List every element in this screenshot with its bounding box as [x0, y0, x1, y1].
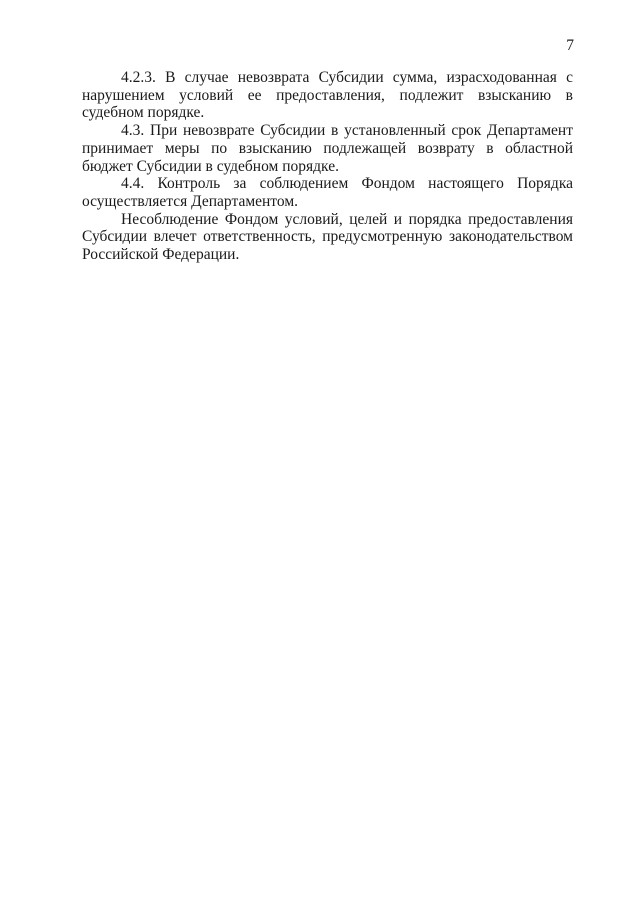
document-body	[82, 69, 573, 264]
paragraph-4-2-3: 4.2.3. В случае невозврата Субсидии сумма, израсходованная с нарушением условий ее предоставления, подлежит взысканию в судебном порядке.	[82, 69, 573, 122]
paragraph-4-4: 4.4. Контроль за соблюдением Фондом настоящего Порядка осуществляется Департаментом.	[82, 175, 573, 210]
paragraph-liability: Несоблюдение Фондом условий, целей и порядка предоставления Субсидии влечет ответственность, предусмотренную законодательством Российской Федерации.	[82, 210, 573, 264]
page-number: 7	[566, 37, 574, 54]
paragraph-4-3: 4.3. При невозврате Субсидии в установленный срок Департамент принимает меры по взысканию подлежащей возврату в областной бюджет Субсидии в судебном порядке.	[82, 122, 573, 175]
